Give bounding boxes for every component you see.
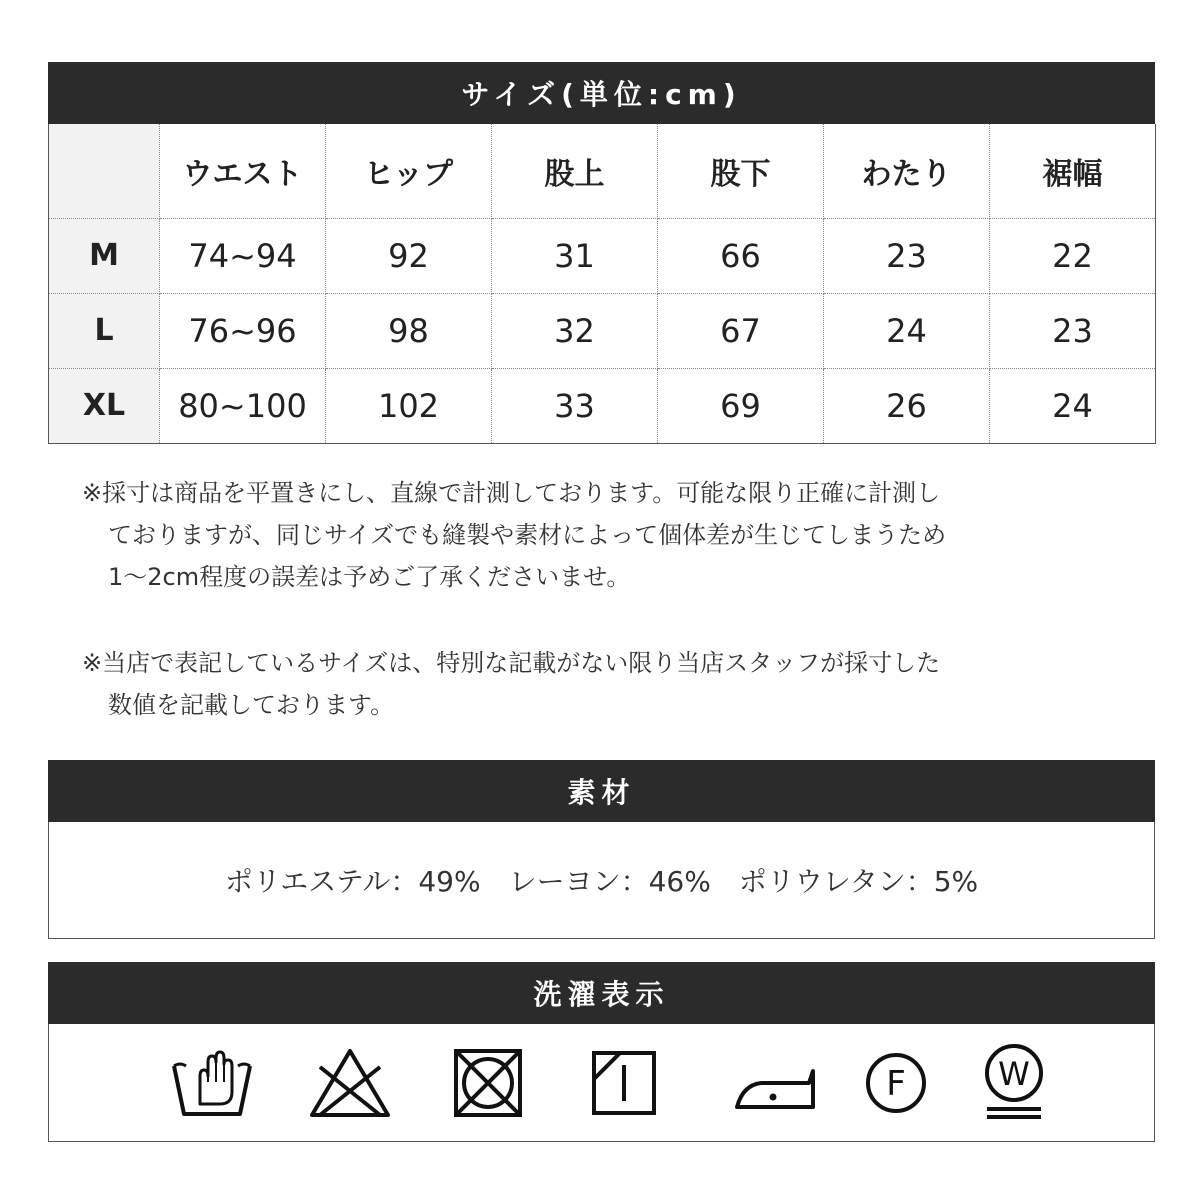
size-label: L bbox=[49, 293, 160, 368]
table-row bbox=[49, 368, 1156, 443]
note-line: ておりますが、同じサイズでも縫製や素材によって個体差が生じてしまうため bbox=[108, 521, 947, 549]
table-cell: 24 bbox=[1052, 386, 1093, 425]
column-header-hip: ヒップ bbox=[326, 124, 492, 218]
material-box bbox=[48, 822, 1155, 939]
table-cell: 26 bbox=[824, 368, 990, 443]
table-cell: 74~94 bbox=[160, 218, 326, 293]
column-header-inseam: 股下 bbox=[658, 124, 824, 218]
wet-clean-gentle-icon bbox=[959, 1024, 1069, 1142]
table-row bbox=[49, 218, 1156, 293]
table-cell: 33 bbox=[492, 368, 658, 443]
no-bleach-icon bbox=[305, 1024, 395, 1142]
table-cell: 66 bbox=[658, 218, 824, 293]
column-header-rise: 股上 bbox=[492, 124, 658, 218]
table-cell: 92 bbox=[326, 218, 492, 293]
wet-clean-letter: W bbox=[998, 1055, 1030, 1093]
material-composition: ポリエステル：49% レーヨン：46% ポリウレタン：5% bbox=[224, 865, 979, 898]
drip-dry-shade-icon bbox=[579, 1024, 669, 1142]
table-cell: 22 bbox=[990, 218, 1156, 293]
table-cell: 32 bbox=[492, 293, 658, 368]
no-tumble-dry-icon bbox=[443, 1024, 533, 1142]
table-cell: 31 bbox=[492, 218, 658, 293]
table-row bbox=[49, 293, 1156, 368]
note-line: 数値を記載しております。 bbox=[108, 691, 395, 719]
column-header-thigh: わたり bbox=[824, 124, 990, 218]
table-cell: 23 bbox=[990, 293, 1156, 368]
size-table-header-row bbox=[49, 124, 1156, 218]
column-header-waist: ウエスト bbox=[160, 124, 326, 218]
note-line: 1～2cm程度の誤差は予めご了承くださいませ。 bbox=[108, 563, 631, 591]
size-label: XL bbox=[49, 368, 160, 443]
care-symbols-box bbox=[48, 1024, 1155, 1142]
size-source-note bbox=[82, 642, 1082, 726]
dry-clean-F-icon bbox=[841, 1024, 951, 1142]
low-iron-icon bbox=[715, 1024, 835, 1142]
size-table bbox=[48, 124, 1156, 444]
dry-clean-letter: F bbox=[886, 1064, 906, 1104]
material-section-title: 素材 bbox=[48, 760, 1155, 822]
table-cell: 80~100 bbox=[160, 368, 326, 443]
measurement-note bbox=[82, 472, 1082, 598]
table-cell: 102 bbox=[326, 368, 492, 443]
table-cell: 98 bbox=[326, 293, 492, 368]
note-line: ※当店で表記しているサイズは、特別な記載がない限り当店スタッフが採寸した bbox=[82, 649, 941, 677]
table-corner-cell bbox=[49, 124, 160, 218]
note-line: ※採寸は商品を平置きにし、直線で計測しております。可能な限り正確に計測し bbox=[82, 479, 941, 507]
table-cell: 23 bbox=[824, 218, 990, 293]
size-label: M bbox=[49, 218, 160, 293]
table-cell: 67 bbox=[658, 293, 824, 368]
table-cell: 69 bbox=[658, 368, 824, 443]
hand-wash-icon bbox=[167, 1024, 257, 1142]
table-cell: 24 bbox=[824, 293, 990, 368]
care-section-title: 洗濯表示 bbox=[48, 962, 1155, 1024]
table-cell: 76~96 bbox=[160, 293, 326, 368]
column-header-hem-width: 裾幅 bbox=[990, 124, 1156, 218]
size-section-title: サイズ(単位:cm) bbox=[48, 62, 1155, 124]
